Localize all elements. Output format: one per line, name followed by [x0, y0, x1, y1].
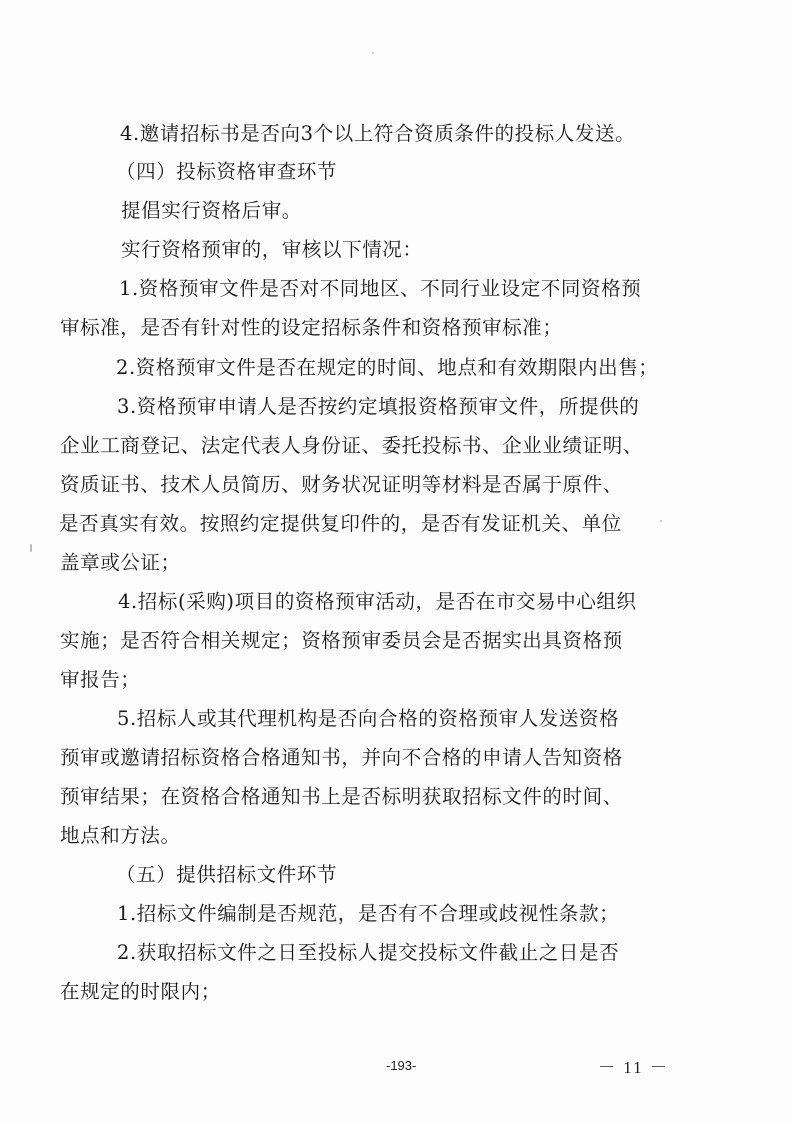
text-line: 4.邀请招标书是否向3个以上符合资质条件的投标人发送。 — [120, 122, 636, 145]
scan-speck — [30, 544, 32, 552]
text-line: 实施；是否符合相关规定；资格预审委员会是否据实出具资格预 — [60, 629, 623, 652]
text-line: 审报告； — [60, 668, 141, 691]
text-line: 在规定的时限内； — [60, 980, 221, 1003]
text-line: 预审或邀请招标资格合格通知书，并向不合格的申请人告知资格 — [60, 746, 623, 769]
text-line: 1.资格预审文件是否对不同地区、不同行业设定不同资格预 — [119, 277, 642, 300]
page-number: － 11 － — [598, 1058, 669, 1077]
text-line: 是否真实有效。按照约定提供复印件的，是否有发证机关、单位 — [59, 512, 622, 535]
text-line: 2.获取招标文件之日至投标人提交投标文件截止之日是否 — [117, 941, 620, 964]
text-line: 3.资格预审申请人是否按约定填报资格预审文件，所提供的 — [117, 395, 640, 418]
scan-speck — [372, 52, 374, 54]
text-line: 1.招标文件编制是否规范，是否有不合理或歧视性条款； — [117, 902, 620, 925]
text-line: 提倡实行资格后审。 — [121, 199, 302, 222]
section-heading: （五）提供招标文件环节 — [116, 863, 338, 886]
text-line: 企业工商登记、法定代表人身份证、委托投标书、企业业绩证明、 — [60, 434, 643, 457]
text-line: 地点和方法。 — [60, 824, 181, 847]
scan-page-number: -193- — [386, 1058, 417, 1073]
scan-speck — [660, 520, 662, 522]
text-line: 资质证书、技术人员简历、财务状况证明等材料是否属于原件、 — [60, 473, 623, 496]
text-line: 实行资格预审的，审核以下情况： — [121, 238, 423, 261]
text-line: 预审结果；在资格合格通知书上是否标明获取招标文件的时间、 — [60, 785, 623, 808]
text-line: 4.招标(采购)项目的资格预审活动，是否在市交易中心组织 — [118, 590, 637, 613]
section-heading: （四）投标资格审查环节 — [116, 160, 338, 183]
text-line: 2.资格预审文件是否在规定的时间、地点和有效期限内出售； — [116, 356, 659, 379]
text-line: 盖章或公证； — [60, 551, 181, 574]
text-line: 审标准，是否有针对性的设定招标条件和资格预审标准； — [60, 316, 563, 339]
text-line: 5.招标人或其代理机构是否向合格的资格预审人发送资格 — [117, 707, 620, 730]
